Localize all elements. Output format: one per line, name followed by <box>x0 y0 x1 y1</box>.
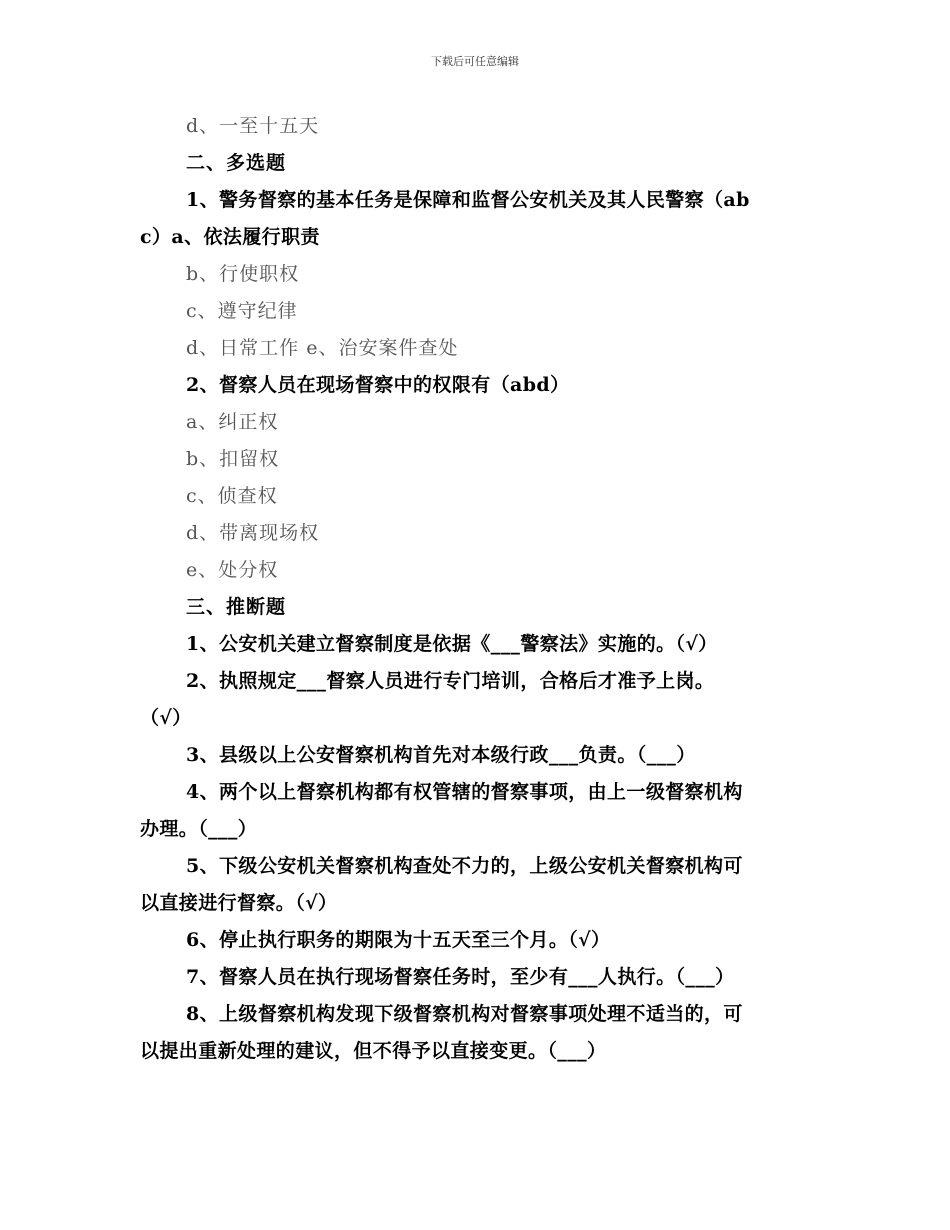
page-header: 下载后可任意编辑 <box>431 55 519 68</box>
option-line: d、日常工作 e、治安案件查处 <box>186 337 459 359</box>
option-line: c、遵守纪律 <box>186 300 298 322</box>
option-line: e、处分权 <box>186 559 279 581</box>
question-line: 5、下级公安机关督察机构查处不力的，上级公安机关督察机构可 <box>186 855 743 877</box>
question-line: 2、督察人员在现场督察中的权限有（abd） <box>186 374 570 396</box>
question-continuation: c）a、依法履行职责 <box>140 226 320 248</box>
option-line: b、扣留权 <box>186 448 280 470</box>
option-line: a、纠正权 <box>186 411 279 433</box>
option-line: c、侦查权 <box>186 485 278 507</box>
question-line: 3、县级以上公安督察机构首先对本级行政___负责。（___） <box>186 744 696 766</box>
question-line: 6、停止执行职务的期限为十五天至三个月。（√） <box>186 929 611 951</box>
question-line: 1、公安机关建立督察制度是依据《___警察法》实施的。（√） <box>186 633 718 655</box>
question-line: 4、两个以上督察机构都有权管辖的督察事项，由上一级督察机构 <box>186 781 743 803</box>
section-heading-true-false: 三、推断题 <box>186 596 287 618</box>
option-line: d、一至十五天 <box>186 115 320 137</box>
question-continuation: （√） <box>140 707 192 729</box>
question-continuation: 办理。（___） <box>140 818 258 840</box>
section-heading-multiple-choice: 二、多选题 <box>186 152 287 174</box>
question-line: 2、执照规定___督察人员进行专门培训，合格后才准予上岗。 <box>186 670 715 692</box>
option-line: d、带离现场权 <box>186 522 320 544</box>
option-line: b、行使职权 <box>186 263 300 285</box>
question-line: 1、警务督察的基本任务是保障和监督公安机关及其人民警察（ab <box>186 189 750 211</box>
question-continuation: 以直接进行督察。（√） <box>140 892 338 914</box>
document-body <box>140 108 820 1070</box>
question-continuation: 以提出重新处理的建议，但不得予以直接变更。（___） <box>140 1040 607 1062</box>
question-line: 7、督察人员在执行现场督察任务时，至少有___人执行。（___） <box>186 966 735 988</box>
question-line: 8、上级督察机构发现下级督察机构对督察事项处理不适当的，可 <box>186 1003 743 1025</box>
